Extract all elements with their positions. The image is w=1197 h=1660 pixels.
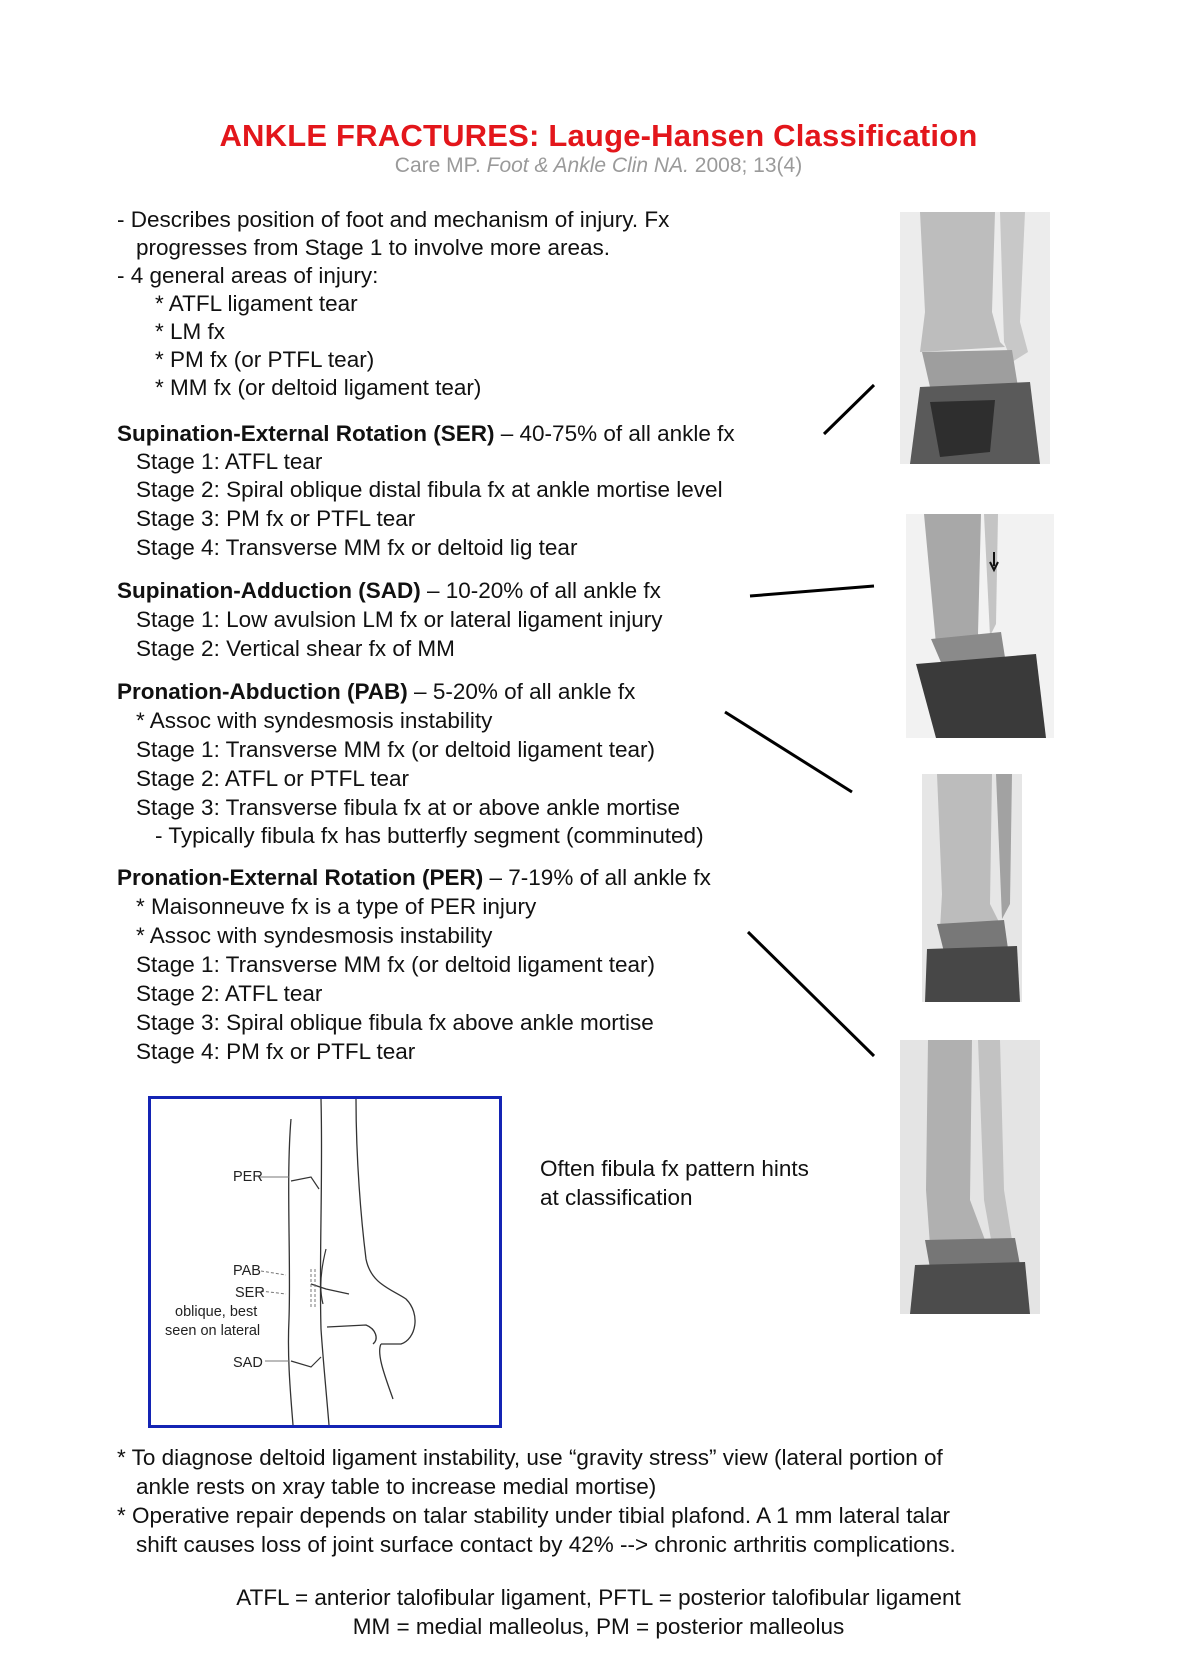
page-title: ANKLE FRACTURES: Lauge-Hansen Classification (219, 118, 978, 153)
pab-percentage: – 5-20% of all ankle fx (407, 679, 636, 704)
note-gravity-stress-1: * To diagnose deltoid ligament instability, use “gravity stress” view (lateral portion of (117, 1445, 943, 1470)
injury-area-item: * LM fx (155, 319, 226, 344)
abbreviations-line-2: MM = medial malleolus, PM = posterior malleolus (352, 1614, 845, 1639)
diagram-label-ser: SER (235, 1285, 265, 1301)
per-item: Stage 2: ATFL tear (136, 981, 323, 1006)
pab-subnote: - Typically fibula fx has butterfly segment (comminuted) (155, 823, 704, 848)
hint-line-2: at classification (540, 1185, 693, 1210)
note-operative-repair-1: * Operative repair depends on talar stability under tibial plafond. A 1 mm lateral talar (117, 1503, 950, 1528)
ser-stage: Stage 4: Transverse MM fx or deltoid lig tear (136, 535, 578, 560)
citation-year: 2008; 13(4) (694, 154, 803, 177)
injury-area-item: * PM fx (or PTFL tear) (155, 347, 375, 372)
pab-item: Stage 1: Transverse MM fx (or deltoid ligament tear) (136, 737, 655, 762)
abbreviations-line-1: ATFL = anterior talofibular ligament, PFTL = posterior talofibular ligament (236, 1585, 961, 1610)
ser-percentage: – 40-75% of all ankle fx (494, 421, 735, 446)
per-item: * Assoc with syndesmosis instability (136, 923, 493, 948)
sad-stage: Stage 2: Vertical shear fx of MM (136, 636, 455, 661)
pab-pointer-line (725, 712, 852, 792)
tibia-fibula-line-drawing (151, 1099, 499, 1425)
fibula-fracture-diagram (148, 1096, 502, 1428)
citation-author: Care MP. (394, 154, 481, 177)
per-item: * Maisonneuve fx is a type of PER injury (136, 894, 537, 919)
per-item: Stage 3: Spiral oblique fibula fx above ankle mortise (136, 1010, 654, 1035)
xray-image-pab (922, 774, 1022, 1002)
ser-name: Supination-External Rotation (SER) (117, 421, 495, 446)
diagram-label-oblique-2: seen on lateral (165, 1323, 261, 1339)
pab-name: Pronation-Abduction (PAB) (117, 679, 408, 704)
injury-area-item: * ATFL ligament tear (155, 291, 358, 316)
intro-line-2: progresses from Stage 1 to involve more areas. (136, 235, 610, 260)
diagram-label-pab: PAB (233, 1263, 261, 1279)
diagram-label-sad: SAD (233, 1355, 263, 1371)
ser-stage: Stage 1: ATFL tear (136, 449, 323, 474)
sad-name: Supination-Adduction (SAD) (117, 578, 421, 603)
sad-percentage: – 10-20% of all ankle fx (420, 578, 661, 603)
ser-pointer-line (824, 385, 874, 434)
citation-journal: Foot & Ankle Clin NA. (486, 154, 689, 177)
per-percentage: – 7-19% of all ankle fx (483, 865, 711, 890)
per-pointer-line (748, 932, 874, 1056)
pab-item: Stage 3: Transverse fibula fx at or above ankle mortise (136, 795, 681, 820)
per-item: Stage 1: Transverse MM fx (or deltoid ligament tear) (136, 952, 655, 977)
pab-item: * Assoc with syndesmosis instability (136, 708, 493, 733)
xray-image-sad (906, 514, 1054, 738)
note-gravity-stress-2: ankle rests on xray table to increase medial mortise) (136, 1474, 657, 1499)
xray-image-per (900, 1040, 1040, 1314)
ser-stage: Stage 2: Spiral oblique distal fibula fx at ankle mortise level (136, 477, 723, 502)
pab-item: Stage 2: ATFL or PTFL tear (136, 766, 410, 791)
diagram-label-per: PER (233, 1169, 263, 1185)
diagram-label-oblique-1: oblique, best (175, 1304, 258, 1320)
injury-area-item: * MM fx (or deltoid ligament tear) (155, 375, 482, 400)
intro-line-1: - Describes position of foot and mechanism of injury. Fx (117, 207, 670, 232)
per-name: Pronation-External Rotation (PER) (117, 865, 484, 890)
intro-line-3: - 4 general areas of injury: (117, 263, 379, 288)
xray-image-ser (900, 212, 1050, 464)
per-item: Stage 4: PM fx or PTFL tear (136, 1039, 416, 1064)
note-operative-repair-2: shift causes loss of joint surface contact by 42% --> chronic arthritis complications. (136, 1532, 956, 1557)
hint-line-1: Often fibula fx pattern hints (540, 1156, 809, 1181)
ser-stage: Stage 3: PM fx or PTFL tear (136, 506, 416, 531)
sad-stage: Stage 1: Low avulsion LM fx or lateral ligament injury (136, 607, 663, 632)
sad-pointer-line (750, 586, 874, 596)
fibula-pattern-hint (540, 1154, 860, 1212)
